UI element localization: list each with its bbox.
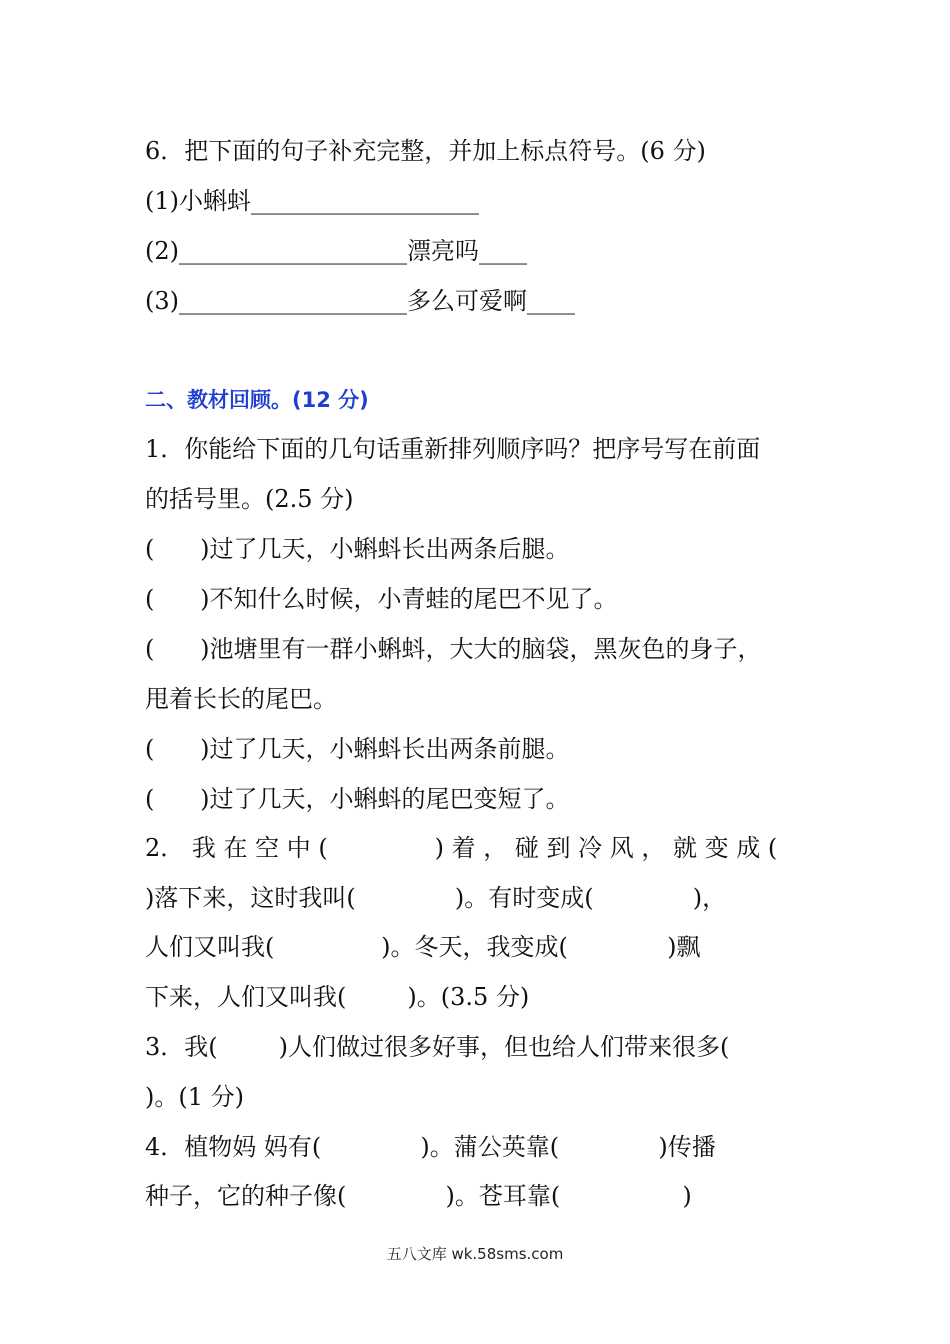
s2-q1-line-2: 的括号里。(2.5 分) bbox=[145, 485, 354, 513]
s2-q1-option-4: ( )过了几天，小蝌蚪长出两条前腿。 bbox=[145, 735, 570, 763]
section-2-heading: 二、教材回顾。(12 分) bbox=[145, 388, 369, 412]
s2-q1-option-3b: 甩着长长的尾巴。 bbox=[145, 685, 337, 713]
s2-q3-line-1: 3．我( )人们做过很多好事，但也给人们带来很多( bbox=[145, 1033, 730, 1061]
s2-q2-line-4: 下来，人们又叫我( )。(3.5 分) bbox=[145, 983, 530, 1011]
s2-q1-option-5: ( )过了几天，小蝌蚪的尾巴变短了。 bbox=[145, 785, 570, 813]
s2-q1-option-2: ( )不知什么时候，小青蛙的尾巴不见了。 bbox=[145, 585, 618, 613]
s2-q4-line-2: 种子，它的种子像( )。苍耳靠( ) bbox=[145, 1182, 692, 1210]
s2-q1-line-1: 1．你能给下面的几句话重新排列顺序吗？把序号写在前面 bbox=[145, 435, 761, 463]
s2-q2-line-2: )落下来，这时我叫( )。有时变成( )， bbox=[145, 884, 727, 912]
question-6-line-1: (1)小蝌蚪___________________ bbox=[145, 187, 479, 215]
s2-q3-line-2: )。(1 分) bbox=[145, 1083, 244, 1111]
s2-q2-line-1: 2． 我 在 空 中 ( ) 着 ， 碰 到 冷 风 ， 就 变 成 ( bbox=[145, 834, 778, 862]
question-6-line-2: (2)___________________漂亮吗____ bbox=[145, 237, 527, 265]
s2-q2-line-3: 人们又叫我( )。冬天，我变成( )飘 bbox=[145, 933, 701, 961]
question-6-title: 6．把下面的句子补充完整，并加上标点符号。(6 分) bbox=[145, 137, 706, 165]
footer-watermark: 五八文库 wk.58sms.com bbox=[386, 1245, 564, 1263]
s2-q1-option-1: ( )过了几天，小蝌蚪长出两条后腿。 bbox=[145, 535, 570, 563]
s2-q4-line-1: 4．植物妈 妈有( )。蒲公英靠( )传播 bbox=[145, 1133, 716, 1161]
question-6-line-3: (3)___________________多么可爱啊____ bbox=[145, 287, 575, 315]
s2-q1-option-3a: ( )池塘里有一群小蝌蚪，大大的脑袋，黑灰色的身子， bbox=[145, 635, 762, 663]
